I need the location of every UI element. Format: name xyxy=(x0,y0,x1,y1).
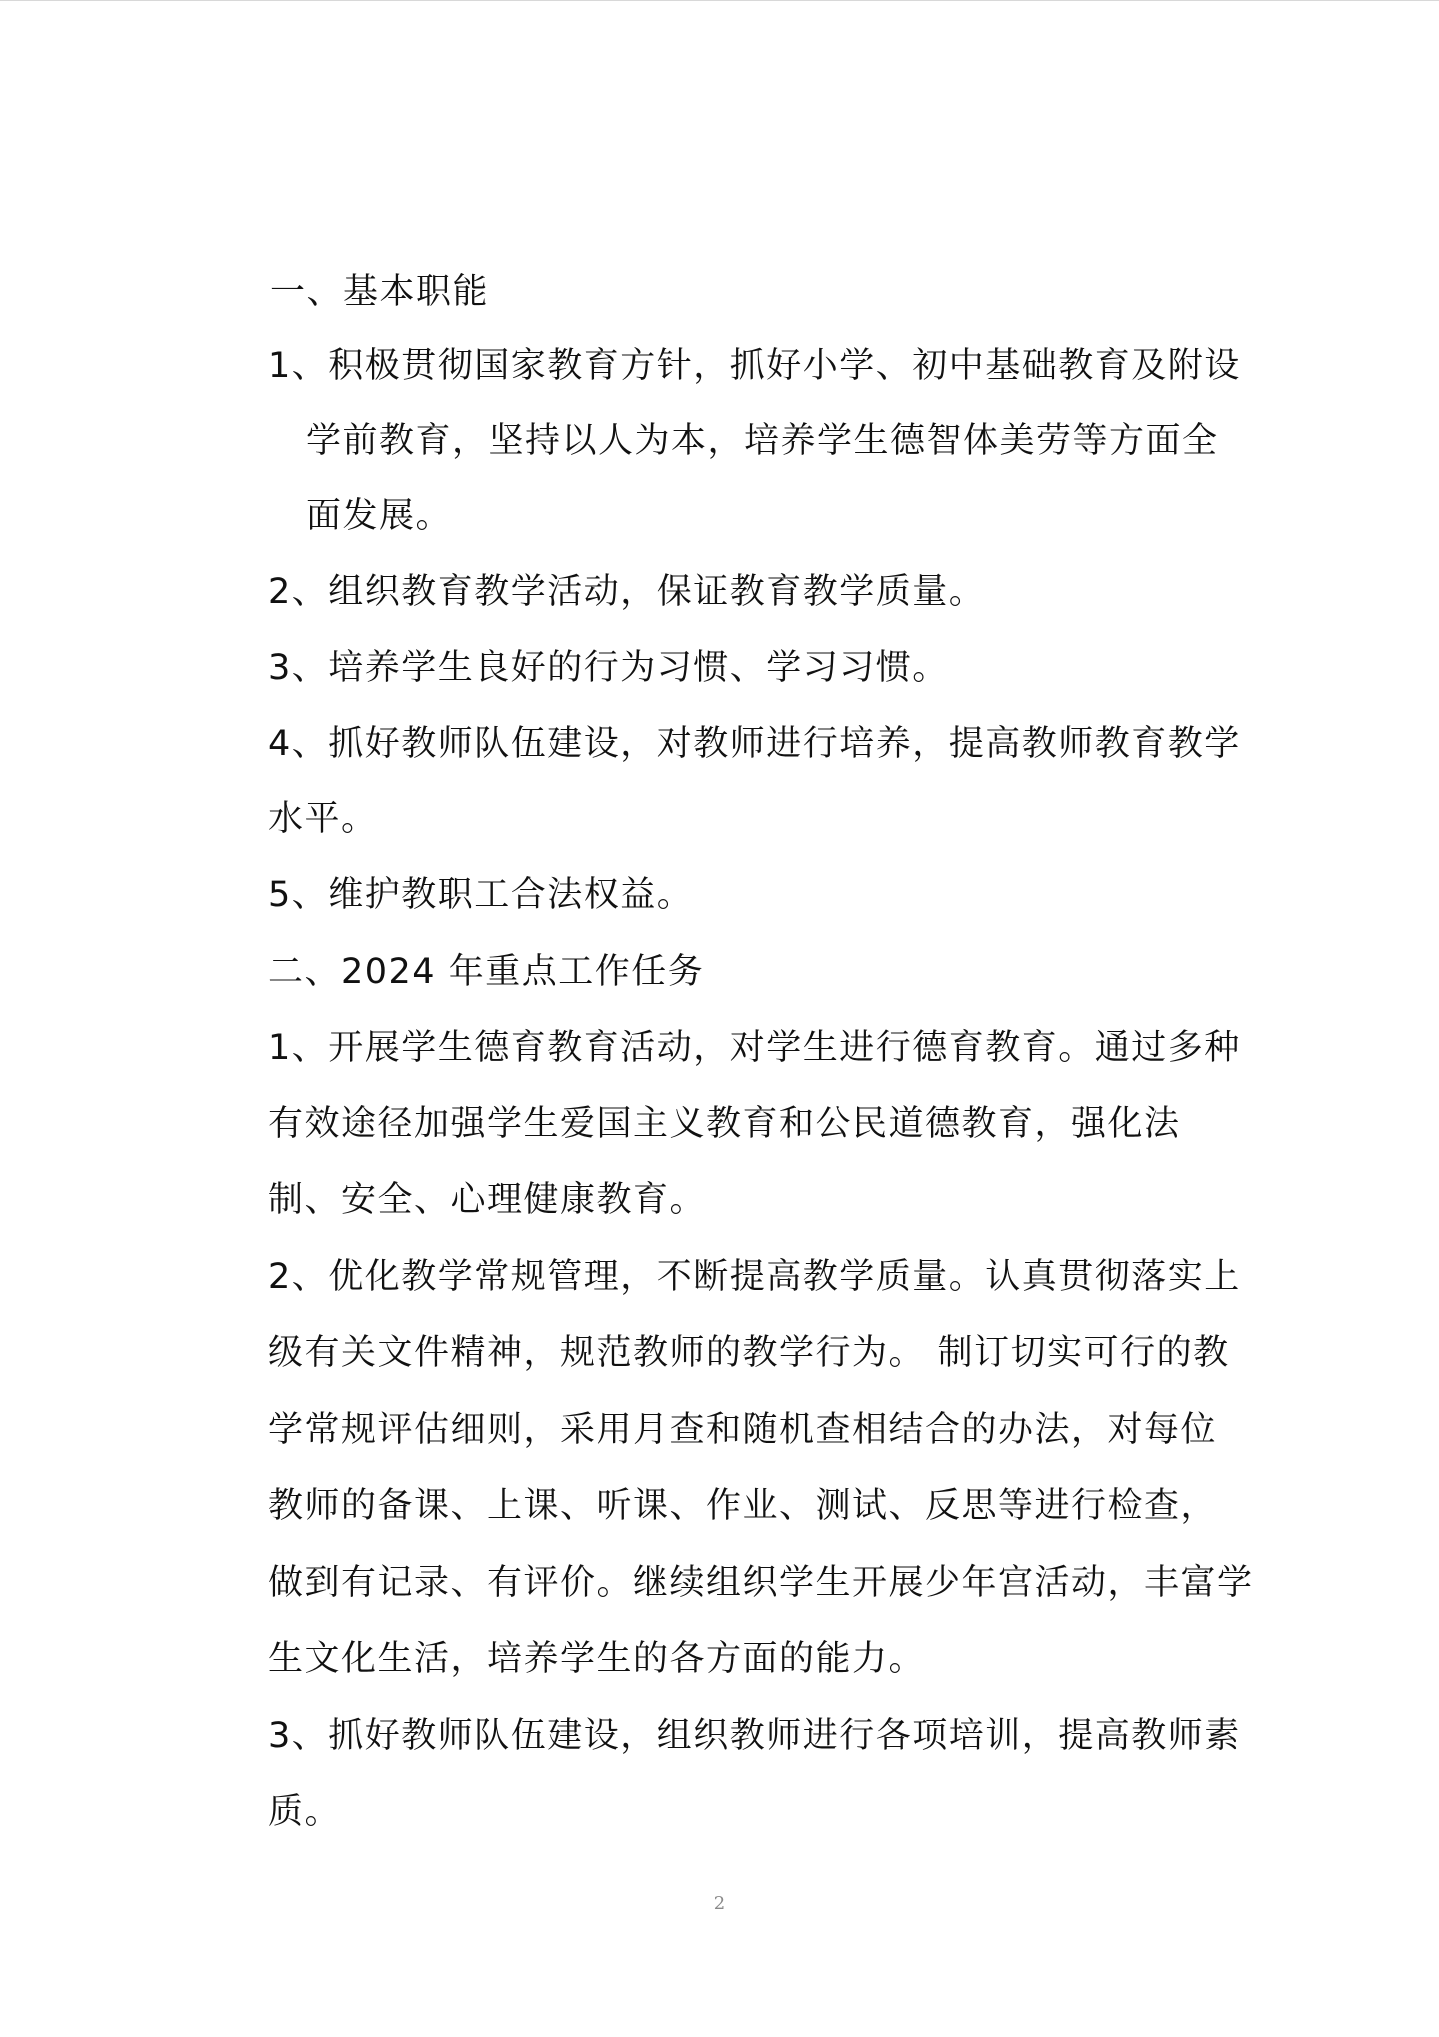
section-heading-basic-functions: 一、基本职能 xyxy=(270,272,490,312)
paragraph-line: 生文化生活，培养学生的各方面的能力。 xyxy=(268,1639,926,1679)
section-heading-2024-tasks: 二、2024 年重点工作任务 xyxy=(268,952,705,992)
paragraph-line: 学前教育，坚持以人为本，培养学生德智体美劳等方面全 xyxy=(306,421,1219,461)
paragraph-line: 质。 xyxy=(268,1792,342,1832)
paragraph-line: 做到有记录、有评价。继续组织学生开展少年宫活动，丰富学 xyxy=(268,1563,1254,1603)
paragraph-line: 3、抓好教师队伍建设，组织教师进行各项培训，提高教师素 xyxy=(268,1716,1241,1756)
paragraph-line: 制、安全、心理健康教育。 xyxy=(268,1180,707,1220)
paragraph-line: 水平。 xyxy=(268,799,378,839)
paragraph-line: 1、积极贯彻国家教育方针，抓好小学、初中基础教育及附设 xyxy=(268,346,1241,386)
paragraph-line: 4、抓好教师队伍建设，对教师进行培养，提高教师教育教学 xyxy=(268,724,1241,764)
paragraph-line: 2、组织教育教学活动，保证教育教学质量。 xyxy=(268,572,986,612)
paragraph-line: 面发展。 xyxy=(306,496,453,536)
paragraph-line: 1、开展学生德育教育活动，对学生进行德育教育。通过多种 xyxy=(268,1028,1241,1068)
paragraph-line: 2、优化教学常规管理，不断提高教学质量。认真贯彻落实上 xyxy=(268,1257,1241,1297)
page-number: 2 xyxy=(713,1893,726,1914)
paragraph-line: 3、培养学生良好的行为习惯、学习习惯。 xyxy=(268,648,949,688)
paragraph-line: 教师的备课、上课、听课、作业、测试、反思等进行检查， xyxy=(268,1486,1218,1526)
paragraph-line: 5、维护教职工合法权益。 xyxy=(268,875,694,915)
page-top-border xyxy=(0,0,1439,1)
paragraph-line: 学常规评估细则，采用月查和随机查相结合的办法，对每位 xyxy=(268,1410,1218,1450)
paragraph-line: 有效途径加强学生爱国主义教育和公民道德教育，强化法 xyxy=(268,1104,1181,1144)
paragraph-line: 级有关文件精神，规范教师的教学行为。 制订切实可行的教 xyxy=(268,1333,1230,1373)
